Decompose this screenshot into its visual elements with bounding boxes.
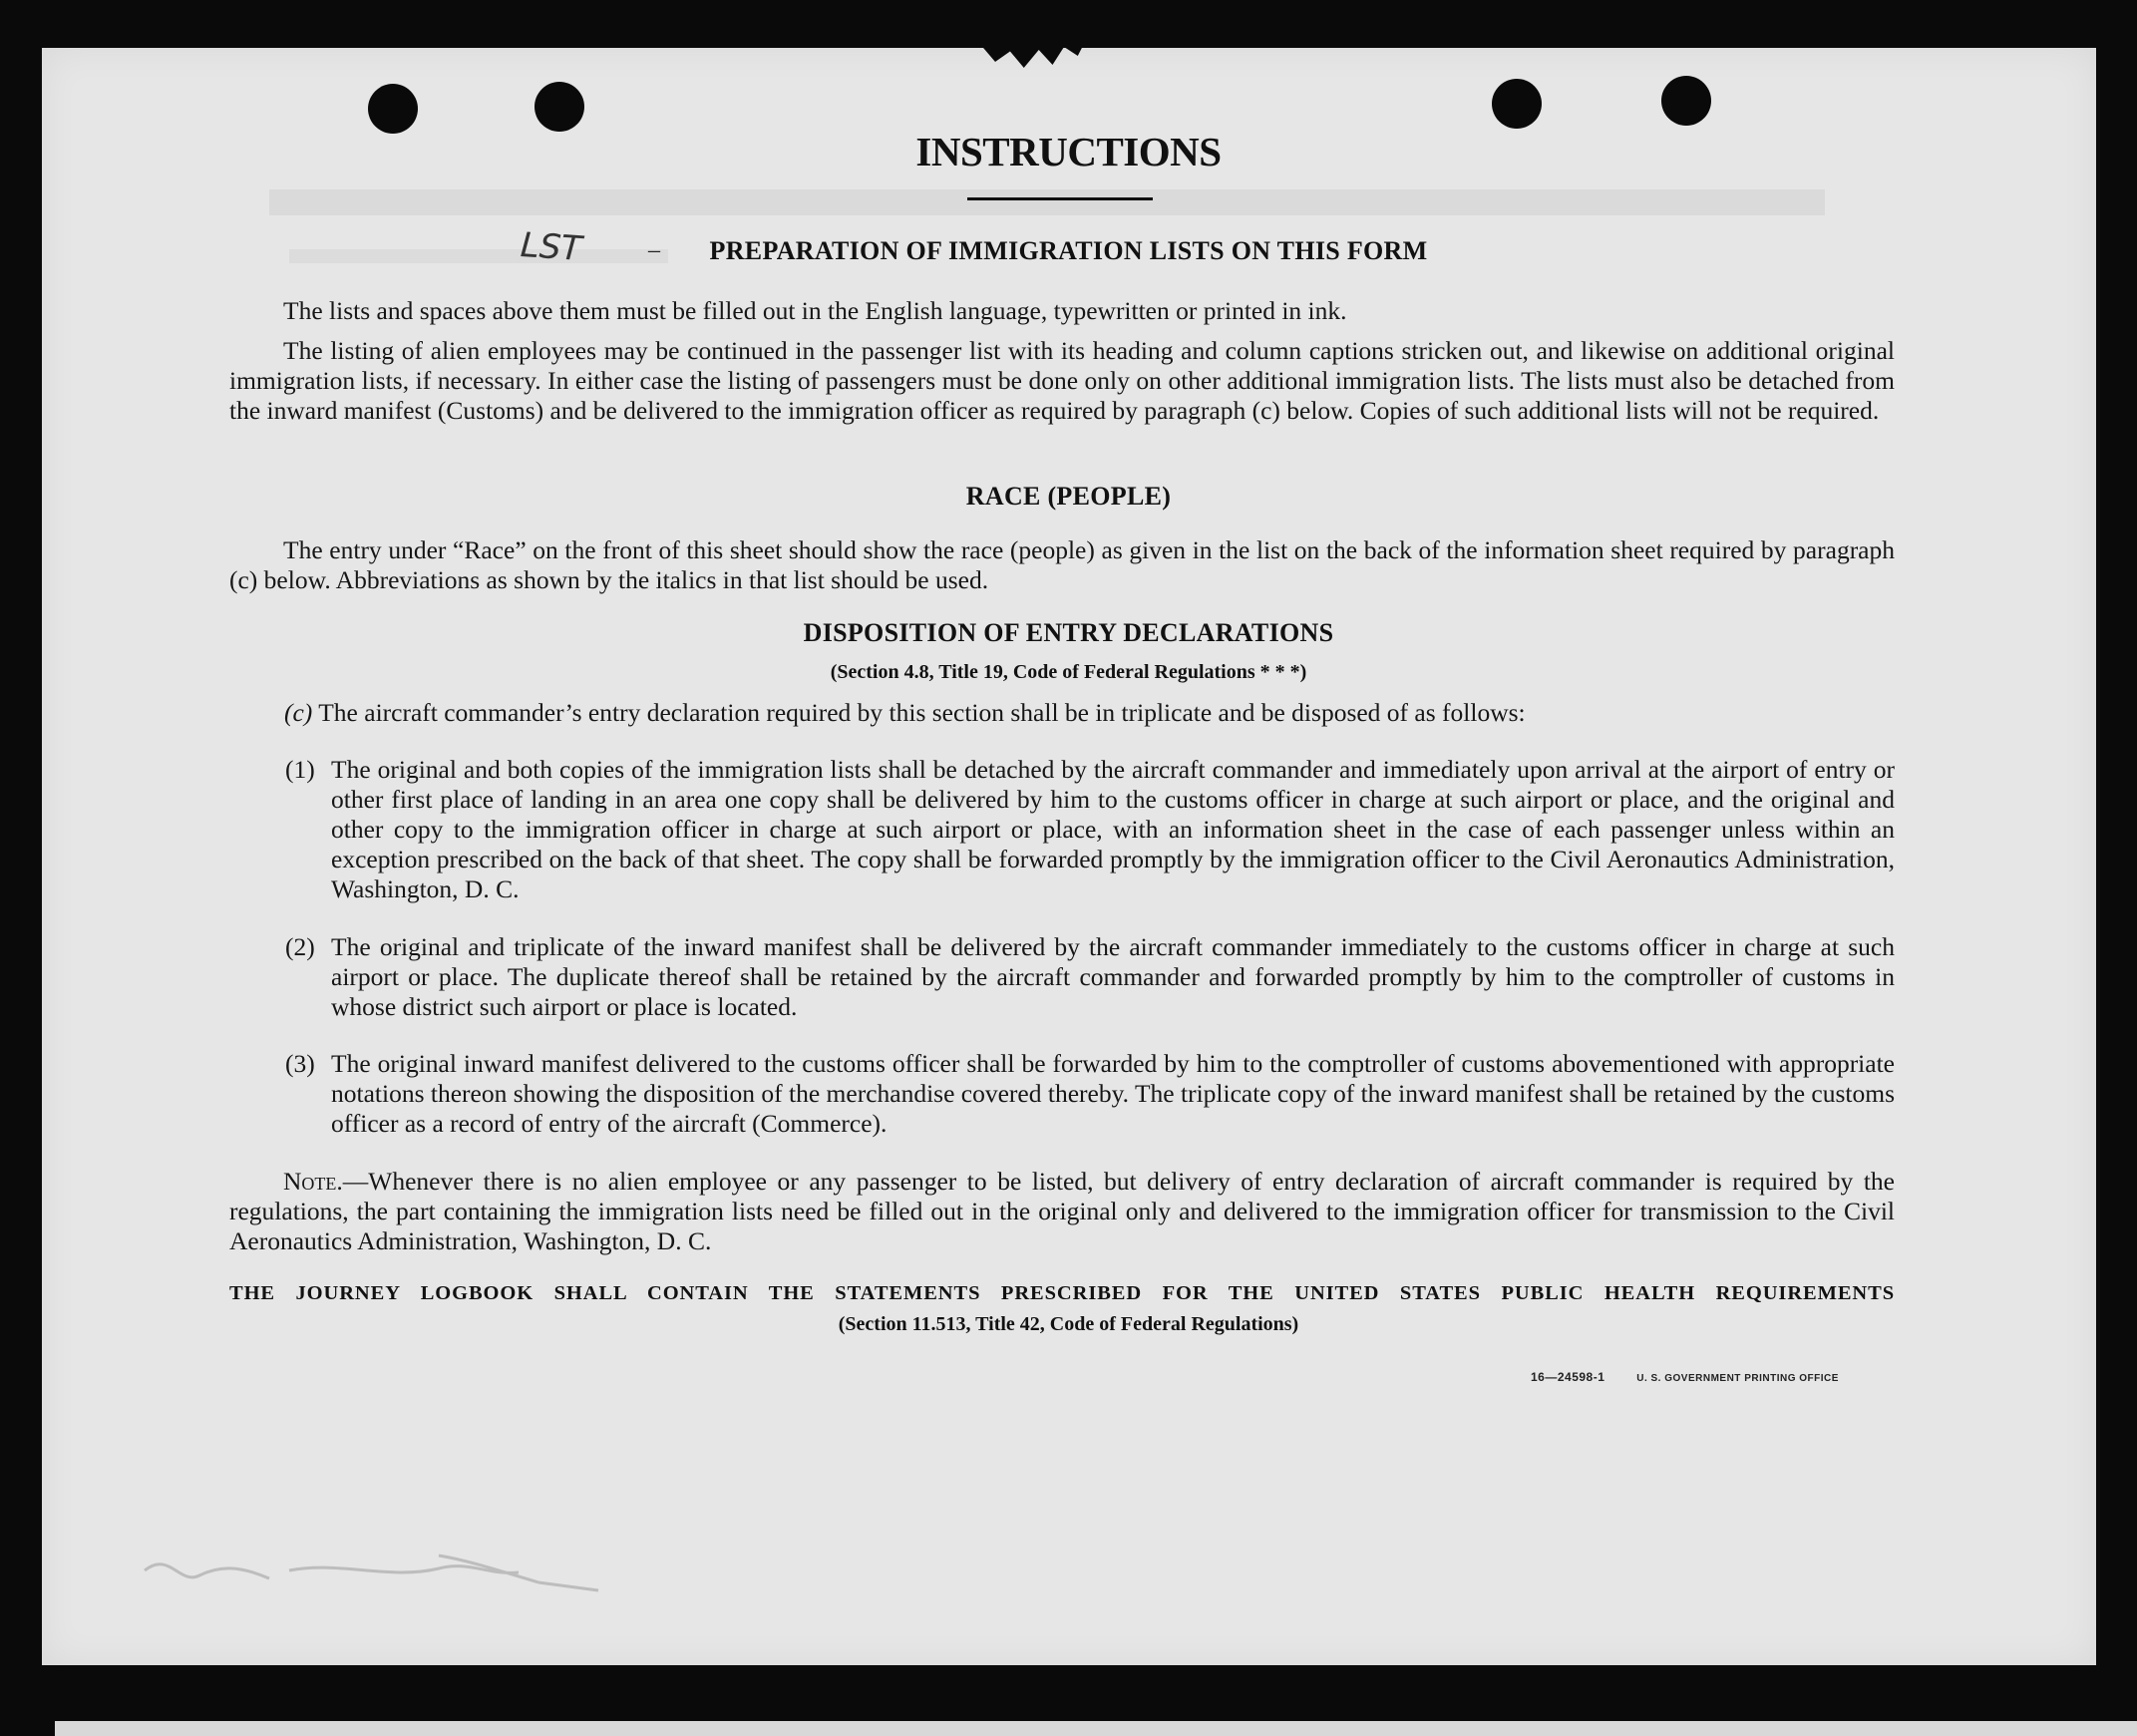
paragraph-race: The entry under “Race” on the front of this sheet should show the race (people) as given in the list on the back of the information sheet required by paragraph (c) below. Abbreviations as shown by the italics in that list should be used. [229,535,1895,594]
section-heading-disposition: DISPOSITION OF ENTRY DECLARATIONS [803,618,1334,647]
list-item [285,932,1895,1022]
bleed-through-marks [249,170,1945,289]
page-title: INSTRUCTIONS [915,129,1222,174]
printer-name: U. S. GOVERNMENT PRINTING OFFICE [1636,1373,1839,1384]
paragraph-c-text: The aircraft commander’s entry declaration required by this section shall be in triplicate and be disposed of as follows: [318,698,1526,727]
dash-mark: – [648,237,660,263]
list-item-text: The original and triplicate of the inward manifest shall be delivered by the aircraft commander immediately to the customs officer in charge at such airport or place. The duplicate thereof shall be retained by the aircraft commander and forwarded promptly by him to the comptroller of customs in whose district such airport or place is located. [331,932,1895,1021]
note-text: —Whenever there is no alien employee or any passenger to be listed, but delivery of entry declaration of aircraft commander is required by the regulations, the part containing the immigration lists need be filled out in the original only and delivered to the immigration officer for transmission to the Civil Aeronautics Administration, Washington, D. C. [229,1167,1895,1255]
list-item-number: (2) [285,932,315,961]
punch-hole [1492,79,1542,129]
list-item-number: (3) [285,1049,315,1078]
note-label: Note. [283,1167,343,1196]
section-heading-race: RACE (PEOPLE) [965,482,1172,511]
footer-statement: THE JOURNEY LOGBOOK SHALL CONTAIN THE STATEMENTS PRESCRIBED FOR THE UNITED STATES PUBLIC HEALTH REQUIREMENTS [229,1282,1895,1304]
punch-hole [534,82,584,132]
punch-hole [368,84,418,134]
note-paragraph [229,1167,1895,1256]
paragraph-english-language: The lists and spaces above them must be filled out in the English language, typewritten or printed in ink. [283,296,1347,325]
section-citation: (Section 4.8, Title 19, Code of Federal Regulations * * *) [830,661,1307,683]
list-item-text: The original inward manifest delivered to the customs officer shall be forwarded by him to the comptroller of customs abovementioned with appropriate notations thereon showing the disposition of the merchandise covered thereby. The triplicate copy of the inward manifest shall be retained by the customs officer as a record of entry of the aircraft (Commerce). [331,1049,1895,1138]
paragraph-c-label: (c) [284,698,313,727]
title-underline [967,197,1153,200]
list-item-text: The original and both copies of the immigration lists shall be detached by the aircraft commander and immediately upon arrival at the airport of entry or other first place of landing in an area one copy shall be delivered by him to the customs officer in charge at such airport or place, and the original and other copy to the immigration officer in charge at such airport or place, with an information sheet in the case of each passenger unless within an exception prescribed on the back of that sheet. The copy shall be forwarded promptly by the immigration officer to the Civil Aeronautics Administration, Washington, D. C. [331,755,1895,903]
printing-office-code [1531,1370,1839,1384]
list-item [285,755,1895,904]
list-item [285,1049,1895,1139]
paragraph-c [284,698,1900,728]
scan-edge-strip [55,1721,2137,1736]
handwritten-mark: LST [519,224,583,270]
list-item-number: (1) [285,755,315,784]
paragraph-alien-employees: The listing of alien employees may be continued in the passenger list with its heading and column captions stricken out, and likewise on additional original immigration lists, if necessary. In either case the listing of passengers must be done only on other additional immigration lists. The lists must also be detached from the inward manifest (Customs) and be delivered to the immigration officer as required by paragraph (c) below. Copies of such additional lists will not be required. [229,336,1895,425]
section-heading-preparation: PREPARATION OF IMMIGRATION LISTS ON THIS FORM [709,236,1428,265]
footer-citation: (Section 11.513, Title 42, Code of Federal Regulations) [838,1313,1299,1335]
faint-signature [140,1531,608,1600]
form-number: 16—24598-1 [1531,1370,1605,1384]
punch-hole [1661,76,1711,126]
